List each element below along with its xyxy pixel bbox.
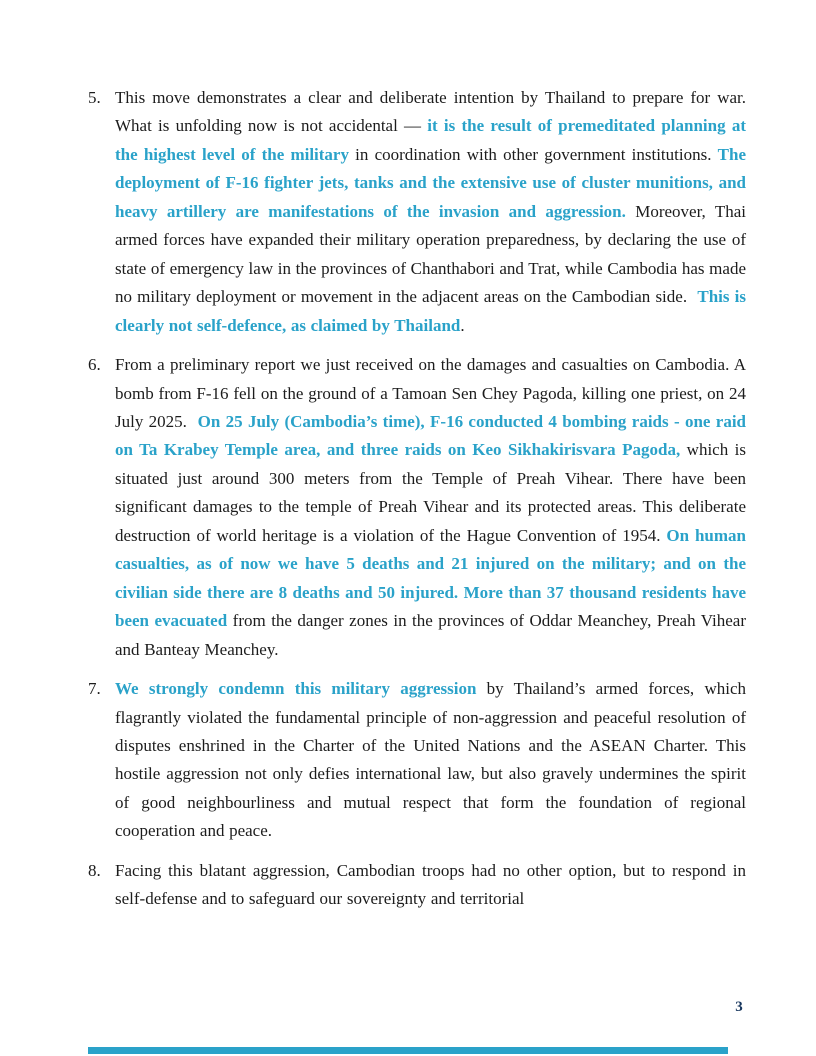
highlighted-text-run: On 25 July (Cambodia’s time), F-16 conducted 4 bombing raids - one raid on Ta Krabey Temple area, and three raids on Keo Sikhakirisvara Pagoda, [115, 411, 747, 460]
paragraph-text [115, 351, 746, 664]
highlighted-text-run: We strongly condemn this military aggression [115, 679, 477, 699]
list-item-5 [88, 84, 746, 340]
footer-accent-rule [88, 1047, 728, 1054]
list-item-6 [88, 351, 746, 664]
text-run: Facing this blatant aggression, Cambodian troops had no other option, but to respond in self-defense and to safeguard our sovereignty and territorial [115, 860, 746, 909]
list-item-number: 8. [88, 860, 101, 880]
list-item-7 [88, 675, 746, 846]
page-number: 3 [735, 999, 743, 1015]
paragraph-text [115, 857, 746, 914]
highlighted-text-run: This is clearly not self-defence, as claimed by Thailand [115, 287, 746, 335]
highlighted-text-run: it is the result of premeditated planning at the highest level of the military [115, 116, 746, 164]
text-run: Moreover, Thai armed forces have expanded their military operation preparedness, by declaring the use of state of emergency law in the provinces of Chanthabori and Trat, while Cambodia has made no military deployment or movement in the adjacent areas on the Cambodian side. [115, 201, 746, 307]
list-item-number: 5. [88, 88, 101, 107]
text-run: From a preliminary report we just received on the damages and casualties on Cambodia. A bomb from F-16 fell on the ground of a Tamoan Sen Chey Pagoda, killing one priest, on 24 July 2025. [115, 355, 746, 431]
list-item-number: 6. [88, 355, 101, 375]
highlighted-text-run: The deployment of F-16 fighter jets, tanks and the extensive use of cluster munitions, and heavy artillery are manifestations of the invasion and aggression. [115, 144, 746, 221]
list-item-number: 7. [88, 679, 101, 699]
paragraph-text [115, 675, 746, 846]
list-item-8 [88, 857, 746, 914]
paragraph-text [115, 84, 746, 340]
numbered-paragraph-list [88, 84, 746, 925]
text-run: . [460, 315, 465, 335]
text-run: which is situated just around 300 meters from the Temple of Preah Vihear. There have been significant damages to the temple of Preah Vihear and its protected areas. This deliberate destruction of world heritage is a violation of the Hague Convention of 1954. [115, 440, 746, 545]
text-run: This move demonstrates a clear and deliberate intention by Thailand to prepare for war. What is unfolding now is not accidental — [115, 88, 746, 136]
text-run: in coordination with other government institutions. [348, 144, 718, 164]
text-run: by Thailand’s armed forces, which flagrantly violated the fundamental principle of non-aggression and peaceful resolution of disputes enshrined in the Charter of the United Nations and the ASEAN Charter. This hostile aggression not only defies international law, but also gravely undermines the spirit of good neighbourliness and mutual respect that form the foundation of regional cooperation and peace. [115, 679, 746, 841]
highlighted-text-run: On human casualties, as of now we have 5 deaths and 21 injured on the military; and on the civilian side there are 8 deaths and 50 injured. More than 37 thousand residents have been evacuated [115, 525, 746, 631]
text-run: from the danger zones in the provinces of Oddar Meanchey, Preah Vihear and Banteay Meanchey. [115, 611, 746, 659]
